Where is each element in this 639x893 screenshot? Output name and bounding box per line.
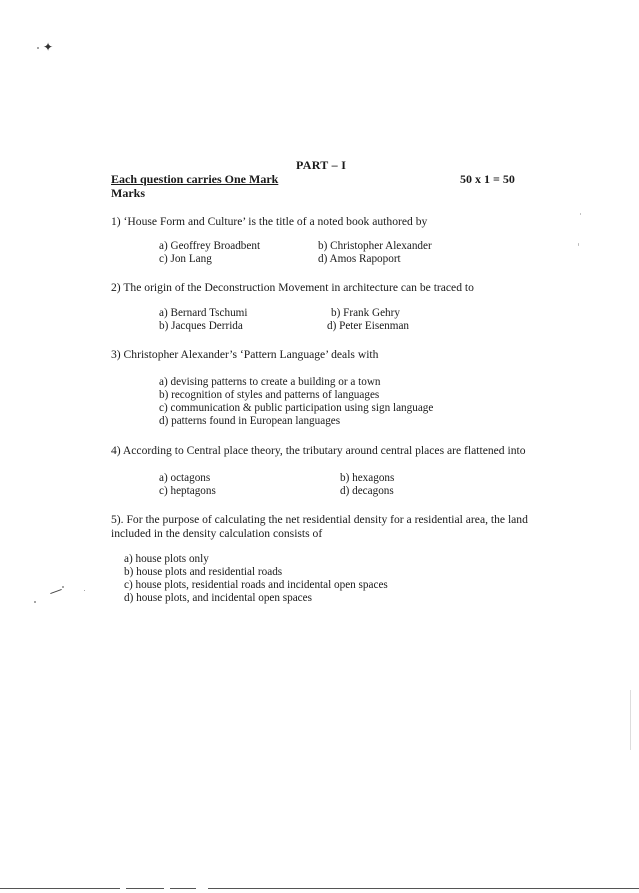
part-title: PART – I — [296, 158, 347, 172]
question-5-line-2: included in the density calculation consists of — [111, 527, 323, 540]
question-4-text: 4) According to Central place theory, the tributary around central places are flattened into — [111, 444, 526, 457]
question-2-option-d: d) Peter Eisenman — [327, 320, 410, 332]
question-4-option-b: b) hexagons — [340, 472, 395, 484]
question-1-option-a: a) Geoffrey Broadbent — [159, 240, 261, 252]
scan-speck — [84, 590, 85, 591]
question-3-option-b: b) recognition of styles and patterns of languages — [159, 389, 380, 401]
scan-speck — [630, 690, 631, 750]
scan-bottom-line — [208, 888, 639, 889]
scan-bottom-line — [170, 888, 196, 889]
question-3-option-a: a) devising patterns to create a building or a town — [159, 376, 381, 388]
scan-bottom-line — [0, 888, 120, 889]
question-3-text: 3) Christopher Alexander’s ‘Pattern Language’ deals with — [111, 348, 379, 361]
scan-speck — [578, 243, 579, 246]
question-1-option-b: b) Christopher Alexander — [318, 240, 432, 252]
question-3-option-d: d) patterns found in European languages — [159, 415, 341, 427]
question-1-option-d: d) Amos Rapoport — [318, 253, 401, 265]
scan-speck — [62, 586, 64, 588]
question-5-text — [111, 513, 528, 541]
scan-star-mark: ✦ — [43, 40, 54, 54]
question-2-text: 2) The origin of the Deconstruction Movement in architecture can be traced to — [111, 281, 474, 294]
question-4-option-d: d) decagons — [340, 485, 394, 497]
question-3-option-c: c) communication & public participation using sign language — [159, 402, 434, 414]
question-2-option-a: a) Bernard Tschumi — [159, 307, 248, 319]
question-5-option-d: d) house plots, and incidental open spaces — [124, 592, 312, 604]
question-2-option-b: b) Frank Gehry — [331, 307, 400, 319]
marks-total: 50 x 1 = 50 — [460, 172, 515, 186]
question-1-option-c: c) Jon Lang — [159, 253, 212, 265]
instruction-block — [111, 172, 278, 200]
instruction-marks-word: Marks — [111, 186, 145, 200]
question-5-line-1: 5). For the purpose of calculating the net residential density for a residential area, the land — [111, 513, 528, 526]
question-5-option-b: b) house plots and residential roads — [124, 566, 283, 578]
question-1-text: 1) ‘House Form and Culture’ is the title of a noted book authored by — [111, 215, 428, 228]
question-5-option-c: c) house plots, residential roads and incidental open spaces — [124, 579, 388, 591]
scan-bottom-line — [126, 888, 164, 889]
question-4-option-a: a) octagons — [159, 472, 211, 484]
question-5-option-a: a) house plots only — [124, 553, 209, 565]
question-2-option-c: b) Jacques Derrida — [159, 320, 243, 332]
scan-speck — [37, 47, 39, 49]
scan-speck — [34, 601, 36, 603]
scan-dash-mark — [50, 589, 62, 594]
scan-speck — [580, 213, 581, 215]
instruction-line: Each question carries One Mark — [111, 172, 279, 186]
question-4-option-c: c) heptagons — [159, 485, 216, 497]
